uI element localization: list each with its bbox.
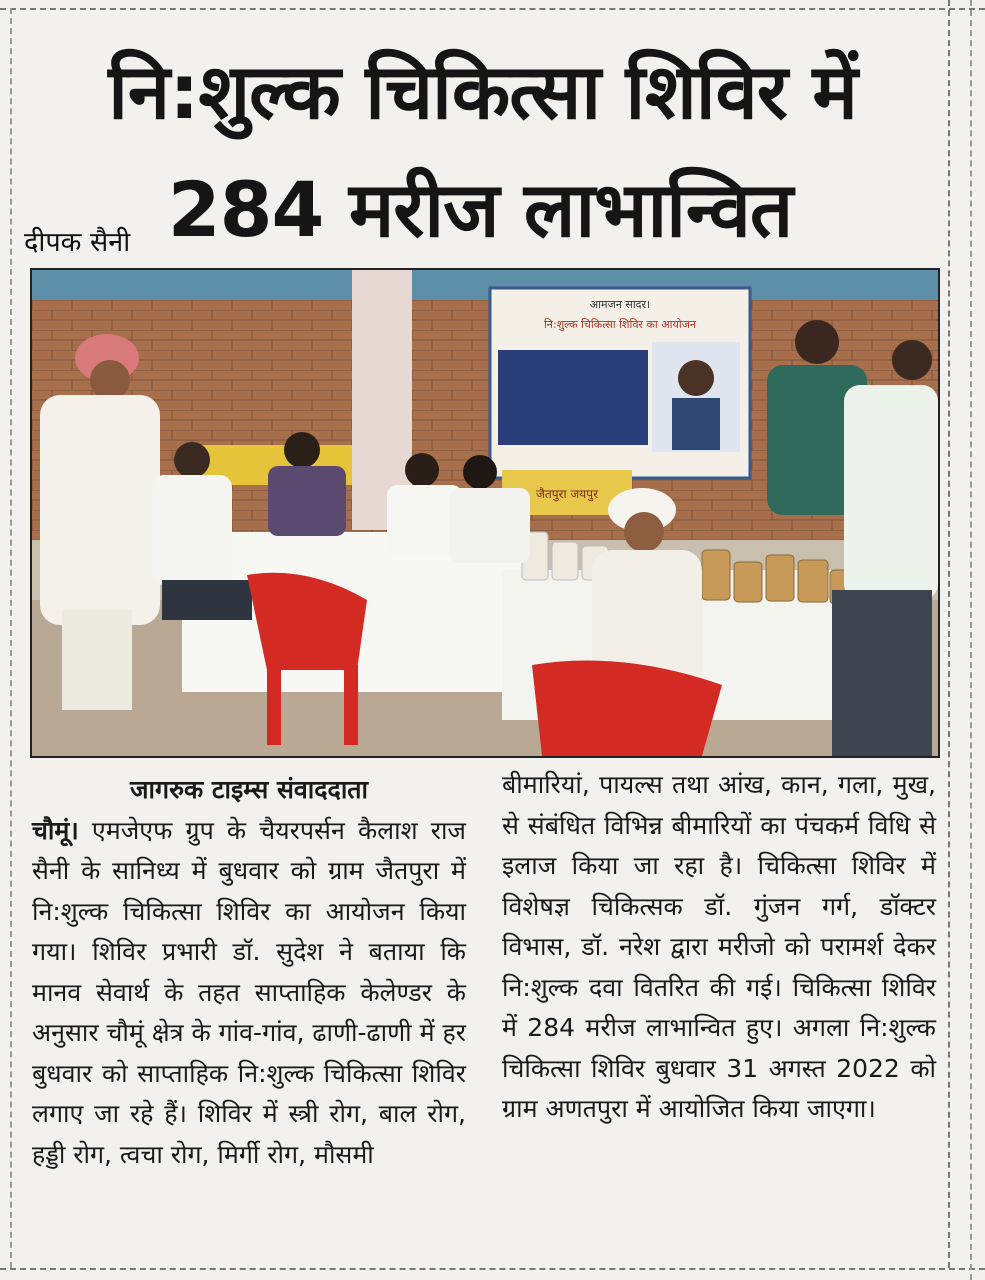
headline-line-2: 284 मरीज लाभान्वित bbox=[167, 165, 793, 254]
news-photo bbox=[30, 268, 940, 758]
page-border-left bbox=[10, 8, 12, 1268]
dateline: चौमूं। bbox=[32, 815, 79, 845]
agency-credit: जागरुक टाइम्स संवाददाता bbox=[129, 775, 369, 804]
body-text-left: एमजेएफ ग्रुप के चैयरपर्सन कैलाश राज सैनी के सानिध्य में बुधवार को ग्राम जैतपुरा में नि:शुल्क चिकित्सा शिविर का आयोजन किया गया। शिविर प्रभारी डॉ. सुदेश ने बताया कि मानव सेवार्थ के तहत साप्ताहिक केलेण्डर के अनुसार चौमूं क्षेत्र के गांव-गांव, ढाणी-ढाणी में हर बुधवार को साप्ताहिक नि:शुल्क चिकित्सा शिविर लगाए जा रहे हैं। शिविर में स्त्री रोग, बाल रोग, हड्डी रोग, त्वचा रोग, मिर्गी रोग, मौसमी bbox=[32, 815, 466, 1169]
body-text-right: बीमारियां, पायल्स तथा आंख, कान, गला, मुख, से संबंधित विभिन्न बीमारियों का पंचकर्म विधि से इलाज किया जा रहा है। चिकित्सा शिविर में विशेषज्ञ चिकित्सक डॉ. गुंजन गर्ग, डॉक्टर विभास, डॉ. नरेश द्वारा मरीजो को परामर्श देकर नि:शुल्क दवा वितरित की गई। चिकित्सा शिविर में 284 मरीज लाभान्वित हुए। अगला नि:शुल्क चिकित्सा शिविर बुधवार 31 अगस्त 2022 को ग्राम अणतपुरा में आयोजित किया जाएगा। bbox=[502, 770, 936, 1123]
camp-banner bbox=[490, 288, 750, 478]
page-border-bottom bbox=[0, 1268, 985, 1270]
column-divider-right bbox=[948, 0, 950, 1268]
banner-title: नि:शुल्क चिकित्सा शिविर का आयोजन bbox=[544, 318, 696, 331]
page-border-right bbox=[970, 0, 972, 1280]
article-column-right bbox=[502, 765, 936, 1130]
banner-heading: आमजन सादर। bbox=[589, 298, 651, 311]
page-border-top bbox=[0, 8, 985, 10]
article-column-left bbox=[32, 770, 466, 1175]
side-banner-text: जैतपुरा जयपुर bbox=[536, 487, 598, 501]
byline: दीपक सैनी bbox=[24, 227, 131, 258]
headline-line-1: नि:शुल्क चिकित्सा शिविर में bbox=[108, 47, 857, 136]
article-body-left bbox=[32, 811, 466, 1176]
